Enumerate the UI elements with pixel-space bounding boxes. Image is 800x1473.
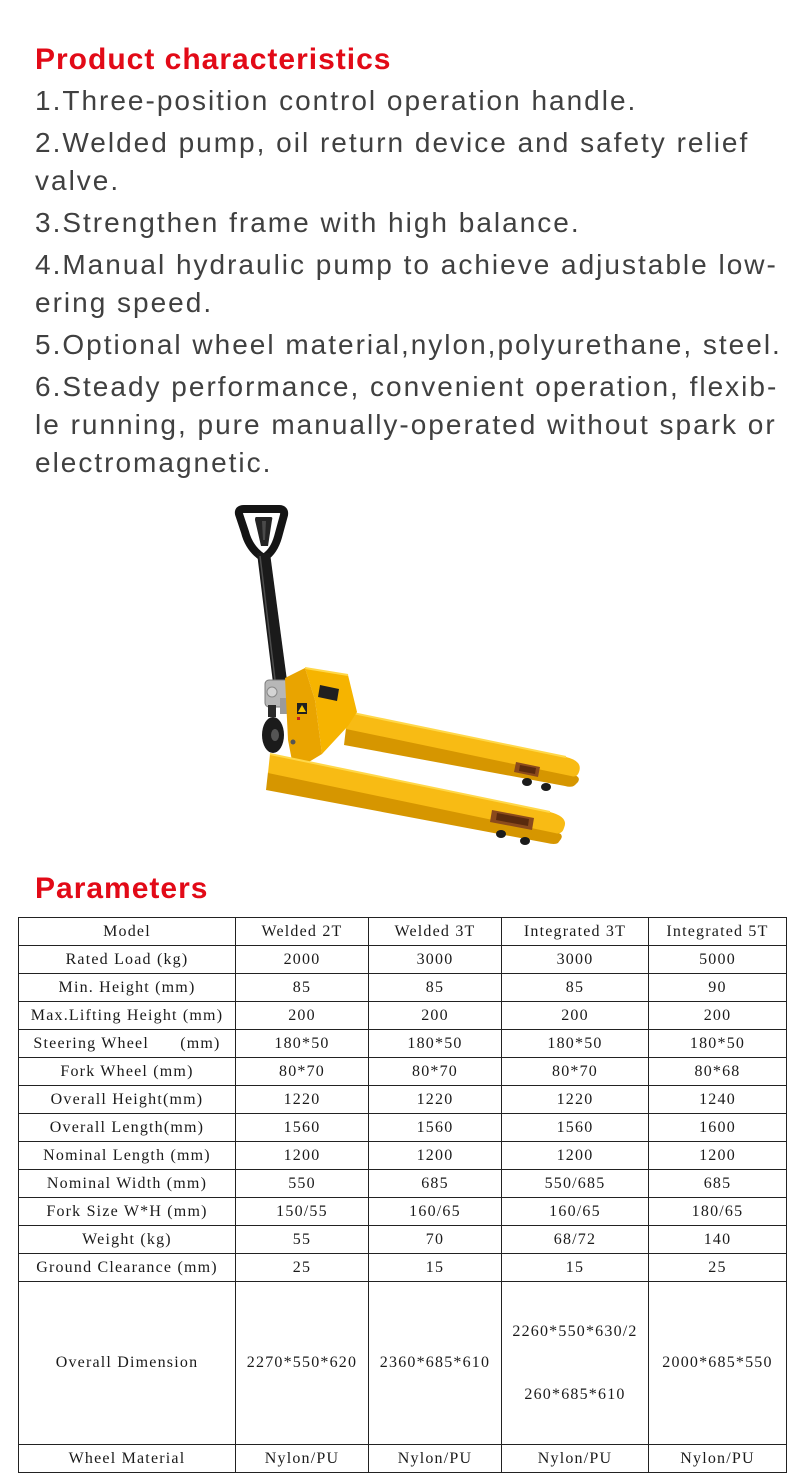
characteristics-section [35, 42, 795, 482]
characteristic-line: 1.Three-position control operation handle. [35, 85, 638, 116]
param-value: 3000 [502, 946, 649, 974]
table-row [19, 1198, 787, 1226]
characteristic-line: valve. [35, 165, 121, 196]
param-value: 150/55 [236, 1198, 369, 1226]
param-value: 1200 [502, 1142, 649, 1170]
characteristic-item-5 [35, 326, 795, 364]
param-label: Weight (kg) [19, 1226, 236, 1254]
characteristic-line: electromagnetic. [35, 447, 273, 478]
table-row [19, 1254, 787, 1282]
table-row [19, 1170, 787, 1198]
param-value: Nylon/PU [236, 1445, 369, 1473]
param-value: 1200 [236, 1142, 369, 1170]
param-label: Min. Height (mm) [19, 974, 236, 1002]
param-value: 1560 [369, 1114, 502, 1142]
param-value: 70 [369, 1226, 502, 1254]
characteristic-line: 6.Steady performance, convenient operation, flexib- [35, 371, 779, 402]
characteristic-line: 4.Manual hydraulic pump to achieve adjustable low- [35, 249, 778, 280]
param-label: Ground Clearance (mm) [19, 1254, 236, 1282]
param-value: 1240 [649, 1086, 787, 1114]
param-label: Overall Length(mm) [19, 1114, 236, 1142]
characteristic-item-2 [35, 124, 795, 200]
param-value: 3000 [369, 946, 502, 974]
param-value: 200 [649, 1002, 787, 1030]
param-value-line: 260*685*610 [524, 1386, 626, 1403]
table-row [19, 1058, 787, 1086]
param-value: 85 [502, 974, 649, 1002]
param-value: 2270*550*620 [236, 1282, 369, 1445]
load-wheel [520, 837, 530, 845]
param-value: 90 [649, 974, 787, 1002]
table-row [19, 1114, 787, 1142]
column-header: Integrated 5T [649, 918, 787, 946]
column-header: Welded 3T [369, 918, 502, 946]
pallet-truck-image [225, 495, 595, 855]
param-value: 55 [236, 1226, 369, 1254]
param-value: 180/65 [649, 1198, 787, 1226]
param-value: 685 [369, 1170, 502, 1198]
param-value: Nylon/PU [502, 1445, 649, 1473]
table-row [19, 1030, 787, 1058]
param-label: Nominal Length (mm) [19, 1142, 236, 1170]
param-value: 180*50 [369, 1030, 502, 1058]
load-wheel [541, 783, 551, 791]
chassis [285, 668, 357, 771]
table-row [19, 946, 787, 974]
param-label: Wheel Material [19, 1445, 236, 1473]
characteristic-item-1 [35, 82, 795, 120]
characteristic-line: 3.Strengthen frame with high balance. [35, 207, 581, 238]
param-value: 2000 [236, 946, 369, 974]
column-header: Welded 2T [236, 918, 369, 946]
param-value: 550/685 [502, 1170, 649, 1198]
param-value: 1200 [369, 1142, 502, 1170]
param-value: 1200 [649, 1142, 787, 1170]
table-header-row [19, 918, 787, 946]
table-row [19, 1445, 787, 1473]
parameters-table [18, 917, 787, 1473]
param-value: 180*50 [649, 1030, 787, 1058]
param-label: Overall Height(mm) [19, 1086, 236, 1114]
param-value: 160/65 [369, 1198, 502, 1226]
param-value: 68/72 [502, 1226, 649, 1254]
characteristic-item-3 [35, 204, 795, 242]
characteristic-line: 5.Optional wheel material,nylon,polyurethane, steel. [35, 329, 782, 360]
param-value: 80*70 [236, 1058, 369, 1086]
column-header: Model [19, 918, 236, 946]
param-value: 85 [236, 974, 369, 1002]
param-label: Rated Load (kg) [19, 946, 236, 974]
param-value: 2000*685*550 [649, 1282, 787, 1445]
param-value: 15 [369, 1254, 502, 1282]
steering-wheel [262, 717, 284, 753]
param-value: 80*68 [649, 1058, 787, 1086]
param-value: 15 [502, 1254, 649, 1282]
param-value: 200 [369, 1002, 502, 1030]
param-value: 25 [649, 1254, 787, 1282]
param-value: 2360*685*610 [369, 1282, 502, 1445]
table-row [19, 974, 787, 1002]
param-value: 1600 [649, 1114, 787, 1142]
param-value: 160/65 [502, 1198, 649, 1226]
param-label: Steering Wheel (mm) [19, 1030, 236, 1058]
column-header: Integrated 3T [502, 918, 649, 946]
parameters-heading: Parameters [35, 872, 209, 905]
characteristic-line: le running, pure manually-operated without spark or [35, 409, 777, 440]
param-value: Nylon/PU [649, 1445, 787, 1473]
param-label: Fork Size W*H (mm) [19, 1198, 236, 1226]
characteristic-line: 2.Welded pump, oil return device and safety relief [35, 127, 750, 158]
param-value-multiline [502, 1282, 649, 1445]
param-value-line: 2260*550*630/2 [512, 1323, 638, 1340]
param-value: 80*70 [502, 1058, 649, 1086]
table-row [19, 1142, 787, 1170]
characteristics-heading: Product characteristics [35, 43, 392, 76]
back-fork [344, 712, 580, 787]
param-value: 1560 [502, 1114, 649, 1142]
param-value: 5000 [649, 946, 787, 974]
param-value: 140 [649, 1226, 787, 1254]
param-label: Max.Lifting Height (mm) [19, 1002, 236, 1030]
param-value: 180*50 [502, 1030, 649, 1058]
table-row [19, 1226, 787, 1254]
param-value: 200 [236, 1002, 369, 1030]
param-label: Nominal Width (mm) [19, 1170, 236, 1198]
param-value: 1220 [502, 1086, 649, 1114]
param-value: 1560 [236, 1114, 369, 1142]
param-value: 200 [502, 1002, 649, 1030]
table-row [19, 1282, 787, 1445]
param-value: Nylon/PU [369, 1445, 502, 1473]
param-value: 550 [236, 1170, 369, 1198]
param-value: 85 [369, 974, 502, 1002]
handle [239, 509, 284, 557]
param-label: Fork Wheel (mm) [19, 1058, 236, 1086]
load-wheel [522, 778, 532, 786]
load-wheel [496, 830, 506, 838]
param-value: 180*50 [236, 1030, 369, 1058]
param-value: 80*70 [369, 1058, 502, 1086]
table-row [19, 1002, 787, 1030]
param-value: 1220 [369, 1086, 502, 1114]
param-value: 25 [236, 1254, 369, 1282]
table-row [19, 1086, 787, 1114]
characteristic-item-4 [35, 246, 795, 322]
characteristic-line: ering speed. [35, 287, 214, 318]
param-value: 685 [649, 1170, 787, 1198]
param-value: 1220 [236, 1086, 369, 1114]
param-label: Overall Dimension [19, 1282, 236, 1445]
characteristic-item-6 [35, 368, 795, 482]
